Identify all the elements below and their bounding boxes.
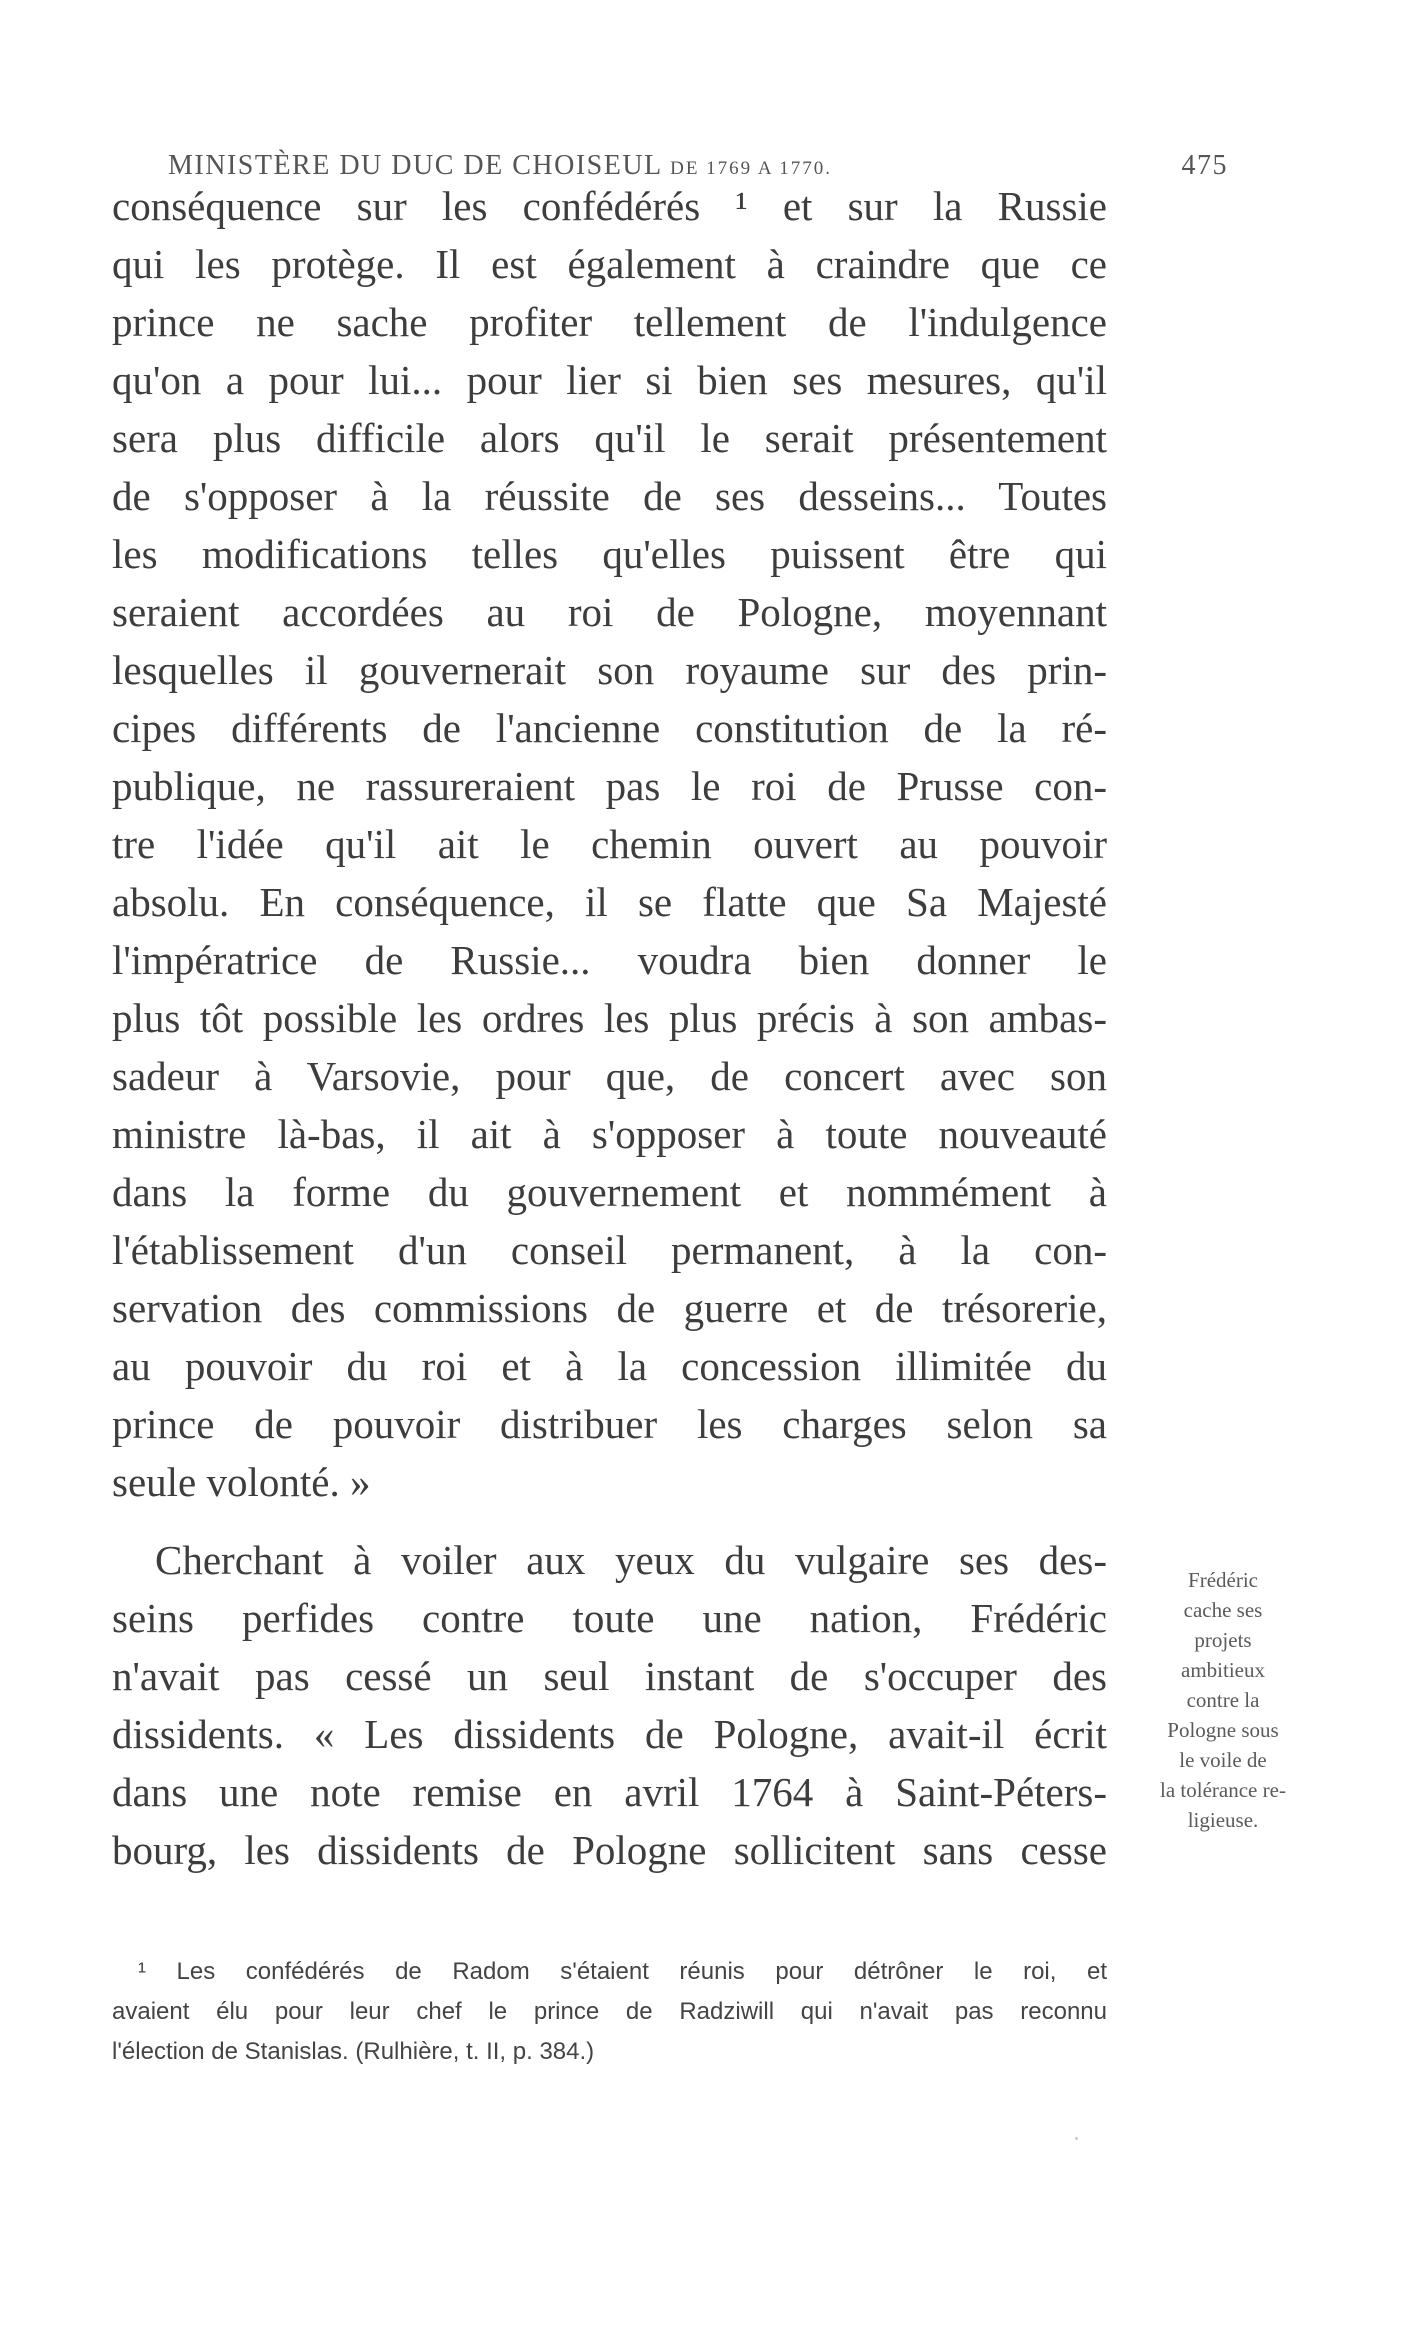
body-line: seraient accordées au roi de Pologne, moyennant — [112, 589, 1107, 635]
body-line: lesquelles il gouvernerait son royaume sur des prin- — [112, 647, 1107, 693]
footnote-line: l'élection de Stanislas. (Rulhière, t. II, p. 384.) — [112, 2038, 595, 2065]
body-line: plus tôt possible les ordres les plus précis à son ambas- — [112, 995, 1107, 1041]
margin-note-line: contre la — [1186, 1688, 1260, 1712]
running-title-dates: DE 1769 A 1770. — [670, 158, 833, 179]
margin-note — [1128, 1565, 1318, 1835]
margin-note-line: projets — [1194, 1628, 1252, 1652]
body-line: qu'on a pour lui... pour lier si bien ses mesures, qu'il — [112, 357, 1107, 403]
body-line: au pouvoir du roi et à la concession illimitée du — [112, 1343, 1107, 1389]
print-speck — [1075, 2137, 1078, 2140]
margin-note-line: Pologne sous — [1167, 1718, 1279, 1742]
body-line: seins perfides contre toute une nation, Frédéric — [112, 1595, 1107, 1641]
body-line: conséquence sur les confédérés ¹ et sur la Russie — [112, 183, 1107, 229]
body-line: publique, ne rassureraient pas le roi de Prusse con- — [112, 763, 1107, 809]
body-line: l'établissement d'un conseil permanent, à la con- — [112, 1227, 1107, 1273]
page-number: 475 — [1181, 150, 1228, 181]
body-line: sadeur à Varsovie, pour que, de concert avec son — [112, 1053, 1107, 1099]
body-line: prince ne sache profiter tellement de l'indulgence — [112, 299, 1107, 345]
body-line: l'impératrice de Russie... voudra bien donner le — [112, 937, 1107, 983]
body-line: cipes différents de l'ancienne constitution de la ré- — [112, 705, 1107, 751]
body-line: dans la forme du gouvernement et nommément à — [112, 1169, 1107, 1215]
margin-note-line: le voile de — [1179, 1748, 1267, 1772]
paragraph-start-line: Cherchant à voiler aux yeux du vulgaire ses des- — [155, 1537, 1107, 1583]
body-line: seule volonté. » — [112, 1459, 371, 1505]
margin-note-line: ambitieux — [1181, 1658, 1265, 1682]
footnote-line: ¹ Les confédérés de Radom s'étaient réunis pour détrôner le roi, et — [138, 1958, 1107, 1985]
footnote-line: avaient élu pour leur chef le prince de Radziwill qui n'avait pas reconnu — [112, 1998, 1107, 2025]
body-line: n'avait pas cessé un seul instant de s'occuper des — [112, 1653, 1107, 1699]
running-title-main: MINISTÈRE DU DUC DE CHOISEUL — [168, 150, 662, 181]
body-line: sera plus difficile alors qu'il le serait présentement — [112, 415, 1107, 461]
body-line: tre l'idée qu'il ait le chemin ouvert au pouvoir — [112, 821, 1107, 867]
body-line: les modifications telles qu'elles puissent être qui — [112, 531, 1107, 577]
body-line: absolu. En conséquence, il se flatte que Sa Majesté — [112, 879, 1107, 925]
running-title — [168, 150, 832, 182]
body-line: de s'opposer à la réussite de ses desseins... Toutes — [112, 473, 1107, 519]
body-line: prince de pouvoir distribuer les charges selon sa — [112, 1401, 1107, 1447]
body-line: bourg, les dissidents de Pologne sollicitent sans cesse — [112, 1827, 1107, 1873]
body-line: dissidents. « Les dissidents de Pologne, avait-il écrit — [112, 1711, 1107, 1757]
margin-note-line: ligieuse. — [1187, 1808, 1259, 1832]
margin-note-line: cache ses — [1183, 1598, 1263, 1622]
margin-note-line: la tolérance re- — [1160, 1778, 1286, 1802]
margin-note-line: Frédéric — [1188, 1568, 1258, 1592]
body-line: qui les protège. Il est également à craindre que ce — [112, 241, 1107, 287]
body-line: servation des commissions de guerre et de trésorerie, — [112, 1285, 1107, 1331]
body-line: ministre là-bas, il ait à s'opposer à toute nouveauté — [112, 1111, 1107, 1157]
body-line: dans une note remise en avril 1764 à Saint-Péters- — [112, 1769, 1107, 1815]
